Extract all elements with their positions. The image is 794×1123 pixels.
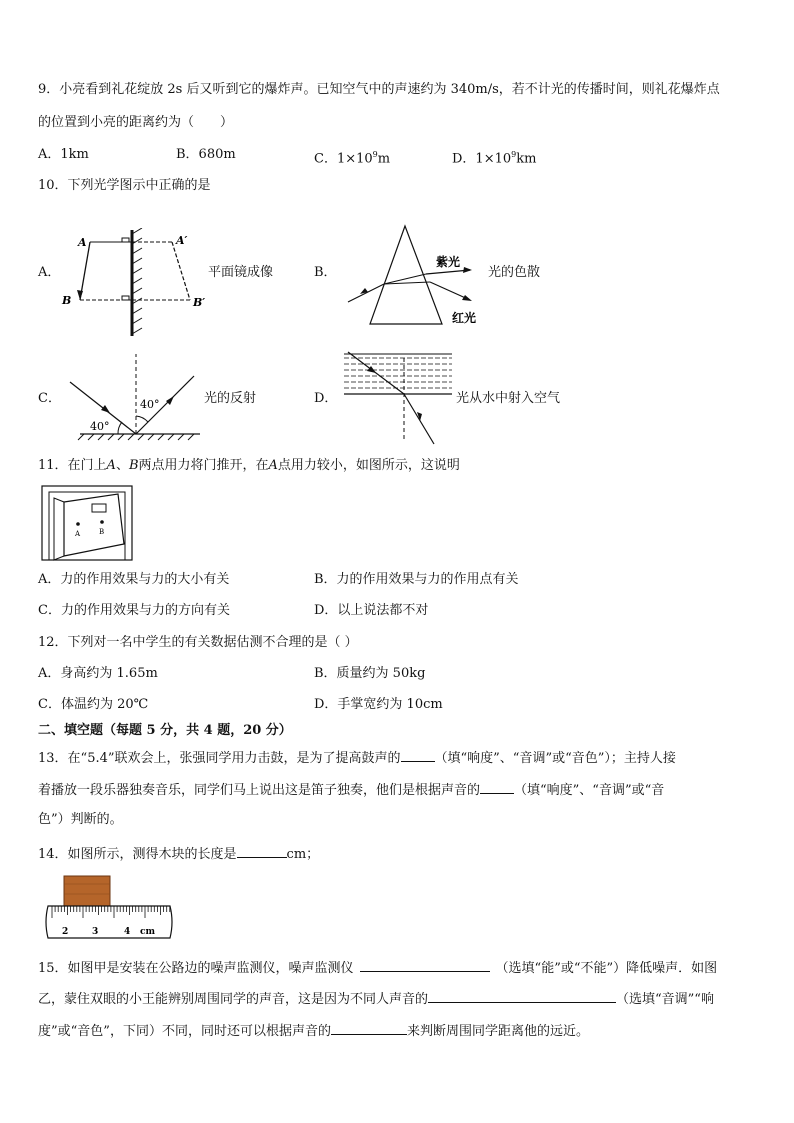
label-b: B: [62, 294, 72, 307]
label-a-prime: A′: [176, 234, 188, 247]
door-point-b: B: [99, 528, 105, 536]
q9-option-c: C．$1\times 10^9m$: [314, 150, 391, 167]
q11-option-a: A．力的作用效果与力的大小有关: [38, 572, 230, 587]
q15-line2: 乙，蒙住双眼的小王能辨别周围同学的声音，这是因为不同人声音的 （选填“音调”“响: [38, 988, 714, 1010]
q10-option-a-caption: 平面镜成像: [208, 265, 274, 280]
reflection-angle-label: 40°: [140, 398, 160, 411]
violet-light-label: 紫光: [436, 255, 461, 269]
ruler-tick-4: 4: [124, 927, 131, 937]
q15-blank-1[interactable]: [360, 957, 490, 972]
q13-blank-2[interactable]: [480, 779, 514, 794]
q12-option-c: C．体温约为 20℃: [38, 697, 149, 712]
q14-stem: 14．如图所示，测得木块的长度是 cm；: [38, 843, 319, 865]
q13-line1: 13．在“5.4”联欢会上，张强同学用力击鼓，是为了提高鼓声的 （填“响度”、“音调”或“音色”）；主持人接: [38, 747, 676, 769]
q10-option-b-caption: 光的色散: [488, 265, 541, 280]
q13-blank-1[interactable]: [401, 747, 435, 762]
ruler-diagram: [40, 872, 176, 942]
q15-blank-2[interactable]: [428, 988, 616, 1003]
q13-line2: 着播放一段乐器独奏音乐，同学们马上说出这是笛子独奏，他们是根据声音的 （填“响度”、“音调”或“音: [38, 779, 664, 801]
q15-blank-3[interactable]: [331, 1020, 407, 1035]
ruler-tick-3: 3: [92, 927, 99, 937]
q9-option-d: D．$1\times 10^9km$: [452, 150, 537, 167]
q9-stem-line2: 的位置到小亮的距离约为（ ）: [38, 115, 234, 130]
q15-line1: 15．如图甲是安装在公路边的噪声监测仪，噪声监测仪 （选填“能”或“不能”）降低噪声．如图: [38, 957, 717, 979]
q14-blank[interactable]: [237, 843, 287, 858]
q10-option-c-caption: 光的反射: [204, 391, 257, 406]
q10-option-a-letter: A．: [38, 265, 61, 280]
door-point-a: A: [75, 530, 81, 538]
ruler-unit: cm: [140, 927, 156, 937]
q10-option-c-letter: C．: [38, 391, 61, 406]
q9-option-a: A．1km: [38, 147, 89, 162]
water-to-air-diagram: [340, 350, 456, 448]
reflection-diagram: [66, 350, 204, 442]
label-a: A: [78, 236, 87, 249]
incident-angle-label: 40°: [90, 420, 110, 433]
door-diagram: [40, 484, 136, 562]
red-light-label: 红光: [452, 311, 477, 325]
plane-mirror-diagram: [60, 228, 210, 340]
ruler-tick-2: 2: [62, 927, 69, 937]
q11-option-d: D．以上说法都不对: [314, 603, 429, 618]
q9-stem-line1: 9．小亮看到礼花绽放 2s 后又听到它的爆炸声。已知空气中的声速约为 340m/s，若不计光的传播时间，则礼花爆炸点: [38, 82, 720, 97]
q11-option-c: C．力的作用效果与力的方向有关: [38, 603, 230, 618]
q12-option-d: D．手掌宽约为 10cm: [314, 697, 443, 712]
q12-option-b: B．质量约为 50kg: [314, 666, 426, 681]
q10-stem: 10．下列光学图示中正确的是: [38, 178, 211, 193]
prism-dispersion-diagram: [340, 222, 490, 330]
q10-option-d-letter: D．: [314, 391, 338, 406]
label-b-prime: B′: [193, 296, 206, 309]
q11-stem: 11．在门上A、B两点用力将门推开，在A点用力较小，如图所示，这说明: [38, 458, 460, 473]
q13-line3: 色”）判断的。: [38, 812, 123, 827]
q15-line3: 度”或“音色”，下同）不同，同时还可以根据声音的 来判断周围同学距离他的远近。: [38, 1020, 589, 1042]
q12-stem: 12．下列对一名中学生的有关数据估测不合理的是（ ）: [38, 635, 358, 650]
q10-option-d-caption: 光从水中射入空气: [456, 391, 561, 406]
q10-option-b-letter: B．: [314, 265, 337, 280]
q11-option-b: B．力的作用效果与力的作用点有关: [314, 572, 519, 587]
q12-option-a: A．身高约为 1.65m: [38, 666, 158, 681]
section-heading: 二、填空题（每题 5 分，共 4 题，20 分）: [38, 723, 292, 738]
q9-option-b: B．680m: [176, 147, 236, 162]
